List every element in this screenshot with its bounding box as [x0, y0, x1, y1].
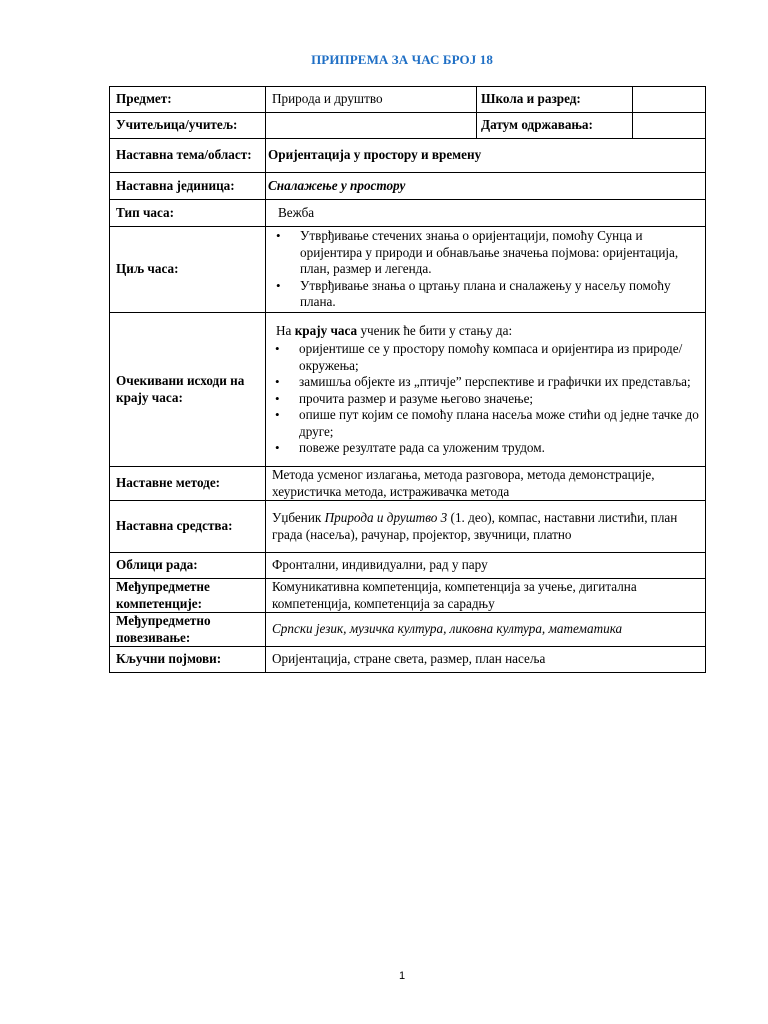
row-forms	[110, 553, 706, 579]
key-terms-value: Оријентација, стране света, размер, план насеља	[266, 647, 706, 673]
resources-value	[266, 501, 706, 553]
teacher-value	[266, 113, 477, 139]
subject-value: Природа и друштво	[266, 87, 477, 113]
row-competences	[110, 579, 706, 613]
competences-value: Комуникативна компетенција, компетенција за учење, дигитална компетенција, компетенција за сарадњу	[266, 579, 706, 613]
outcome-item: • прочита размер и разуме његово значење;	[299, 391, 700, 408]
page-title: ПРИПРЕМА ЗА ЧАС БРОЈ 18	[311, 52, 493, 67]
subject-label: Предмет:	[110, 87, 266, 113]
row-methods	[110, 467, 706, 501]
outcome-item: • замишља објекте из „птичје” перспективе и графички их представља;	[299, 374, 700, 391]
methods-label: Наставне методе:	[110, 467, 266, 501]
methods-value: Метода усменог излагања, метода разговора, метода демонстрације, хеуристичка метода, истраживачка метода	[266, 467, 706, 501]
outcomes-intro-post: ученик ће бити у стању да:	[357, 322, 513, 338]
row-type	[110, 200, 706, 227]
row-correlation	[110, 613, 706, 647]
school-value	[633, 87, 706, 113]
resources-post: (1. део), компас, наставни листићи, план града (насеља), рачунар, пројектор, звучници, платно	[272, 510, 678, 542]
resources-label: Наставна средства:	[110, 501, 266, 553]
outcome-item: • опише пут којим се помоћу плана насеља може стићи од једне тачке до друге;	[299, 407, 700, 440]
page-number: 1	[398, 970, 406, 982]
correlation-value: Српски језик, музичка култура, ликовна култура, математика	[266, 613, 706, 647]
outcomes-list	[276, 341, 700, 457]
outcome-item: • повеже резултате рада са уложеним трудом.	[299, 440, 700, 457]
outcomes-intro	[276, 323, 700, 340]
topic-value: Оријентација у простору и времену	[266, 139, 706, 173]
goal-item: • Утврђивање стечених знања о оријентацији, помоћу Сунца и оријентира у природи и обнављање значења појмова: оријентација, план, размер и легенда.	[300, 228, 700, 278]
key-terms-label: Кључни појмови:	[110, 647, 266, 673]
outcomes-intro-pre: На	[276, 322, 295, 338]
forms-label: Облици рада:	[110, 553, 266, 579]
row-goal	[110, 227, 706, 313]
school-label: Школа и разред:	[477, 87, 633, 113]
type-value: Вежба	[266, 200, 706, 227]
outcomes-cell	[266, 313, 706, 467]
outcome-item: • оријентише се у простору помоћу компаса и оријентира из природе/окружења;	[299, 341, 700, 374]
row-subject	[110, 87, 706, 113]
outcomes-label: Очекивани исходи на крају часа:	[110, 313, 266, 467]
goal-list	[272, 228, 700, 311]
row-unit	[110, 173, 706, 200]
goal-cell	[266, 227, 706, 313]
forms-value: Фронтални, индивидуални, рад у пару	[266, 553, 706, 579]
resources-pre: Уџбеник	[272, 510, 325, 525]
teacher-label: Учитељица/учитељ:	[110, 113, 266, 139]
goal-label: Циљ часа:	[110, 227, 266, 313]
resources-textbook-title: Природа и друштво 3	[324, 510, 448, 525]
row-topic	[110, 139, 706, 173]
goal-item: • Утврђивање знања о цртању плана и сналажењу у насељу помоћу плана.	[300, 278, 700, 311]
date-value	[633, 113, 706, 139]
unit-value: Сналажење у простору	[266, 173, 706, 200]
lesson-plan-table	[109, 86, 706, 673]
correlation-label: Међупредметно повезивање:	[110, 613, 266, 647]
date-label: Датум одржавања:	[477, 113, 633, 139]
outcomes-intro-bold: крају часа	[294, 322, 358, 338]
row-resources	[110, 501, 706, 553]
row-key-terms	[110, 647, 706, 673]
row-teacher	[110, 113, 706, 139]
unit-label: Наставна јединица:	[110, 173, 266, 200]
type-label: Тип часа:	[110, 200, 266, 227]
topic-label: Наставна тема/област:	[110, 139, 266, 173]
row-outcomes	[110, 313, 706, 467]
competences-label: Међупредметне компетенције:	[110, 579, 266, 613]
